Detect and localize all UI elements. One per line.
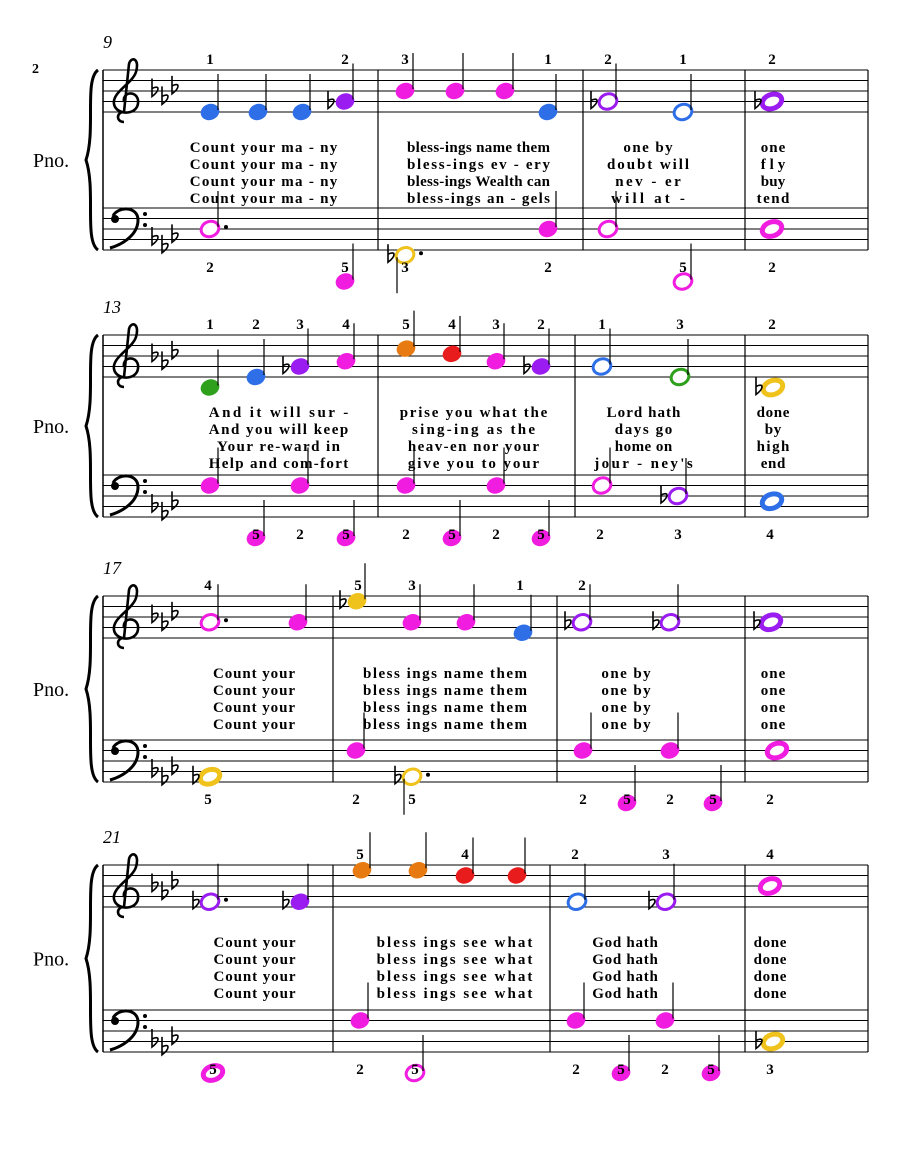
lyric-line: done — [753, 952, 787, 968]
bass-clef — [110, 741, 138, 780]
lyric-line: Count your ma - ny — [189, 191, 338, 207]
bass-fingering: 5 — [709, 792, 717, 808]
bass-fingering: 5 — [342, 527, 350, 543]
bass-fingering: 5 — [341, 260, 349, 276]
dot — [426, 773, 430, 777]
bass-fingering: 2 — [666, 792, 674, 808]
lyric-line: high — [756, 439, 790, 455]
lyric-line: heav-en nor your — [407, 439, 540, 455]
treble-fingering: 2 — [768, 317, 776, 333]
measure-number: 9 — [103, 32, 112, 52]
treble-note — [760, 92, 784, 112]
bass-clef — [110, 1011, 138, 1050]
bass-clef-dot — [143, 1014, 147, 1018]
bass-fingering: 5 — [679, 260, 687, 276]
treble-fingering: 3 — [492, 317, 500, 333]
instrument-label: Pno. — [33, 948, 70, 971]
treble-fingering: 3 — [296, 317, 304, 333]
flat-icon — [283, 356, 289, 374]
lyric-line: one by — [623, 140, 673, 156]
lyric-line: fly — [760, 157, 786, 173]
lyric-line: God hath — [592, 969, 658, 985]
dot — [419, 251, 423, 255]
bass-fingering: 5 — [204, 792, 212, 808]
treble-fingering: 1 — [206, 52, 214, 68]
bass-clef — [110, 476, 138, 515]
lyric-line: one — [760, 683, 786, 699]
flat-icon — [661, 485, 667, 503]
bass-fingering: 2 — [572, 1062, 580, 1078]
treble-fingering: 2 — [578, 578, 586, 594]
lyric-line: Count your — [213, 952, 296, 968]
treble-note — [761, 378, 785, 398]
bass-clef-dot — [111, 482, 119, 490]
lyric-line: bless ings see what — [376, 986, 533, 1002]
treble-fingering: 4 — [448, 317, 456, 333]
lyric-line: done — [753, 969, 787, 985]
treble-fingering: 1 — [598, 317, 606, 333]
lyric-line: one — [760, 666, 786, 682]
dot — [224, 618, 228, 622]
bass-fingering: 3 — [674, 527, 682, 543]
page-number: 2 — [32, 62, 39, 77]
lyric-line: Count your — [213, 986, 296, 1002]
instrument-label: Pno. — [33, 416, 70, 438]
lyric-line: by — [764, 422, 782, 438]
bass-fingering: 5 — [617, 1062, 625, 1078]
bass-fingering: 5 — [209, 1062, 217, 1078]
treble-fingering: 4 — [766, 847, 774, 863]
bass-fingering: 2 — [296, 527, 304, 543]
flat-icon — [152, 494, 158, 512]
treble-fingering: 1 — [516, 578, 524, 594]
treble-fingering: 3 — [408, 578, 416, 594]
flat-icon — [755, 91, 761, 109]
bass-clef-dot — [143, 212, 147, 216]
treble-fingering: 2 — [537, 317, 545, 333]
bass-fingering: 2 — [579, 792, 587, 808]
lyric-line: bless ings see what — [376, 969, 533, 985]
bass-clef-dot — [111, 215, 119, 223]
flat-icon — [756, 1031, 762, 1049]
flat-icon — [193, 891, 199, 909]
treble-note — [759, 612, 783, 632]
lyric-line: bless ings name them — [363, 666, 527, 682]
flat-icon — [328, 91, 334, 109]
dot — [224, 225, 228, 229]
treble-fingering: 1 — [679, 52, 687, 68]
bass-fingering: 2 — [402, 527, 410, 543]
lyric-line: one by — [601, 683, 651, 699]
flat-icon — [653, 611, 659, 629]
bass-note — [760, 219, 784, 239]
lyric-line: Count your — [213, 935, 296, 951]
lyric-line: Count your — [213, 700, 295, 716]
lyric-line: done — [756, 405, 790, 421]
flat-icon — [152, 79, 158, 97]
lyric-line: bless-ings Wealth can — [407, 174, 550, 190]
lyric-line: home on — [614, 439, 673, 455]
bass-fingering: 5 — [448, 527, 456, 543]
bass-fingering: 5 — [537, 527, 545, 543]
brace — [86, 596, 98, 782]
bass-fingering: 3 — [401, 260, 409, 276]
bass-fingering: 2 — [596, 527, 604, 543]
treble-fingering: 1 — [544, 52, 552, 68]
bass-fingering: 5 — [707, 1062, 715, 1078]
bass-fingering: 2 — [661, 1062, 669, 1078]
lyric-line: nev - er — [615, 174, 681, 190]
lyric-line: bless ings name them — [363, 683, 527, 699]
lyric-line: Count your ma - ny — [189, 157, 338, 173]
lyric-line: God hath — [592, 935, 658, 951]
flat-icon — [565, 611, 571, 629]
lyric-line: Count your ma - ny — [189, 140, 338, 156]
bass-fingering: 2 — [766, 792, 774, 808]
lyric-line: Count your ma - ny — [189, 174, 338, 190]
bass-fingering: 2 — [352, 792, 360, 808]
lyric-line: prise you what the — [399, 405, 548, 421]
bass-clef-dot — [143, 755, 147, 759]
lyric-line: one — [760, 140, 786, 156]
flat-icon — [388, 244, 394, 262]
bass-clef-dot — [143, 490, 147, 494]
flat-icon — [649, 891, 655, 909]
lyric-line: And it will sur - — [208, 405, 349, 421]
brace — [86, 865, 98, 1052]
lyric-line: bless-ings an - gels — [407, 191, 550, 207]
dot — [224, 898, 228, 902]
lyric-line: God hath — [592, 952, 658, 968]
lyric-line: give you to your — [407, 456, 540, 472]
brace — [86, 335, 98, 517]
treble-fingering: 2 — [571, 847, 579, 863]
treble-fingering: 5 — [354, 578, 362, 594]
flat-icon — [152, 759, 158, 777]
bass-clef-dot — [143, 479, 147, 483]
lyric-line: one by — [601, 717, 651, 733]
flat-icon — [340, 590, 346, 608]
bass-fingering: 5 — [411, 1062, 419, 1078]
measure-number: 17 — [103, 558, 121, 578]
treble-fingering: 1 — [206, 317, 214, 333]
bass-clef-dot — [143, 744, 147, 748]
lyric-line: one — [760, 700, 786, 716]
flat-icon — [152, 1029, 158, 1047]
brace — [86, 70, 98, 250]
lyric-line: tend — [756, 191, 790, 207]
lyric-line: bless ings see what — [376, 952, 533, 968]
flat-icon — [152, 344, 158, 362]
lyric-line: one by — [601, 700, 651, 716]
treble-fingering: 4 — [461, 847, 469, 863]
flat-icon — [152, 605, 158, 623]
treble-note — [758, 876, 782, 896]
bass-note — [765, 741, 789, 761]
instrument-label: Pno. — [33, 150, 70, 172]
lyric-line: Lord hath — [606, 405, 681, 421]
treble-fingering: 4 — [342, 317, 350, 333]
lyric-line: bless ings name them — [363, 700, 527, 716]
treble-fingering: 2 — [341, 52, 349, 68]
lyric-line: done — [753, 935, 787, 951]
flat-icon — [524, 356, 530, 374]
lyric-line: God hath — [592, 986, 658, 1002]
bass-fingering: 5 — [252, 527, 260, 543]
lyric-line: done — [753, 986, 787, 1002]
bass-fingering: 3 — [766, 1062, 774, 1078]
lyric-line: will at - — [611, 191, 685, 207]
treble-fingering: 4 — [204, 578, 212, 594]
bass-fingering: 2 — [356, 1062, 364, 1078]
treble-fingering: 2 — [604, 52, 612, 68]
bass-clef-dot — [111, 747, 119, 755]
lyric-line: end — [760, 456, 786, 472]
bass-note — [760, 491, 784, 511]
bass-fingering: 4 — [766, 527, 774, 543]
lyric-line: bless ings see what — [376, 935, 533, 951]
lyric-line: Help and com-fort — [208, 456, 349, 472]
lyric-line: Count your — [213, 683, 295, 699]
flat-icon — [591, 91, 597, 109]
bass-clef-dot — [143, 1025, 147, 1029]
bass-fingering: 2 — [206, 260, 214, 276]
instrument-label: Pno. — [33, 679, 70, 701]
lyric-line: bless-ings ev - ery — [407, 157, 550, 173]
treble-fingering: 2 — [252, 317, 260, 333]
measure-number: 13 — [103, 297, 121, 317]
lyric-line: sing-ing as the — [412, 422, 535, 438]
flat-icon — [754, 611, 760, 629]
bass-fingering: 5 — [408, 792, 416, 808]
bass-note — [761, 1032, 785, 1052]
treble-fingering: 5 — [356, 847, 364, 863]
lyric-line: Count your — [213, 666, 295, 682]
bass-clef — [110, 209, 138, 248]
lyric-line: one — [760, 717, 786, 733]
measure-number: 21 — [103, 827, 121, 847]
treble-fingering: 3 — [401, 52, 409, 68]
treble-fingering: 3 — [662, 847, 670, 863]
treble-fingering: 2 — [768, 52, 776, 68]
lyric-line: doubt will — [607, 157, 689, 173]
lyric-line: buy — [760, 174, 786, 190]
bass-fingering: 2 — [492, 527, 500, 543]
bass-fingering: 2 — [544, 260, 552, 276]
lyric-line: Count your — [213, 717, 295, 733]
lyric-line: And you will keep — [208, 422, 349, 438]
flat-icon — [283, 891, 289, 909]
treble-fingering: 3 — [676, 317, 684, 333]
flat-icon — [395, 766, 401, 784]
lyric-line: bless ings name them — [363, 717, 527, 733]
lyric-line: Count your — [213, 969, 296, 985]
flat-icon — [756, 377, 762, 395]
lyric-line: Your re-ward in — [217, 439, 340, 455]
flat-icon — [193, 766, 199, 784]
flat-icon — [152, 227, 158, 245]
lyric-line: days go — [614, 422, 673, 438]
bass-note — [198, 767, 222, 787]
treble-fingering: 5 — [402, 317, 410, 333]
lyric-line: one by — [601, 666, 651, 682]
lyric-line: bless-ings name them — [407, 140, 550, 156]
bass-fingering: 2 — [768, 260, 776, 276]
lyric-line: jour - ney's — [594, 456, 693, 472]
bass-clef-dot — [111, 1017, 119, 1025]
bass-clef-dot — [143, 223, 147, 227]
flat-icon — [152, 874, 158, 892]
bass-fingering: 5 — [623, 792, 631, 808]
